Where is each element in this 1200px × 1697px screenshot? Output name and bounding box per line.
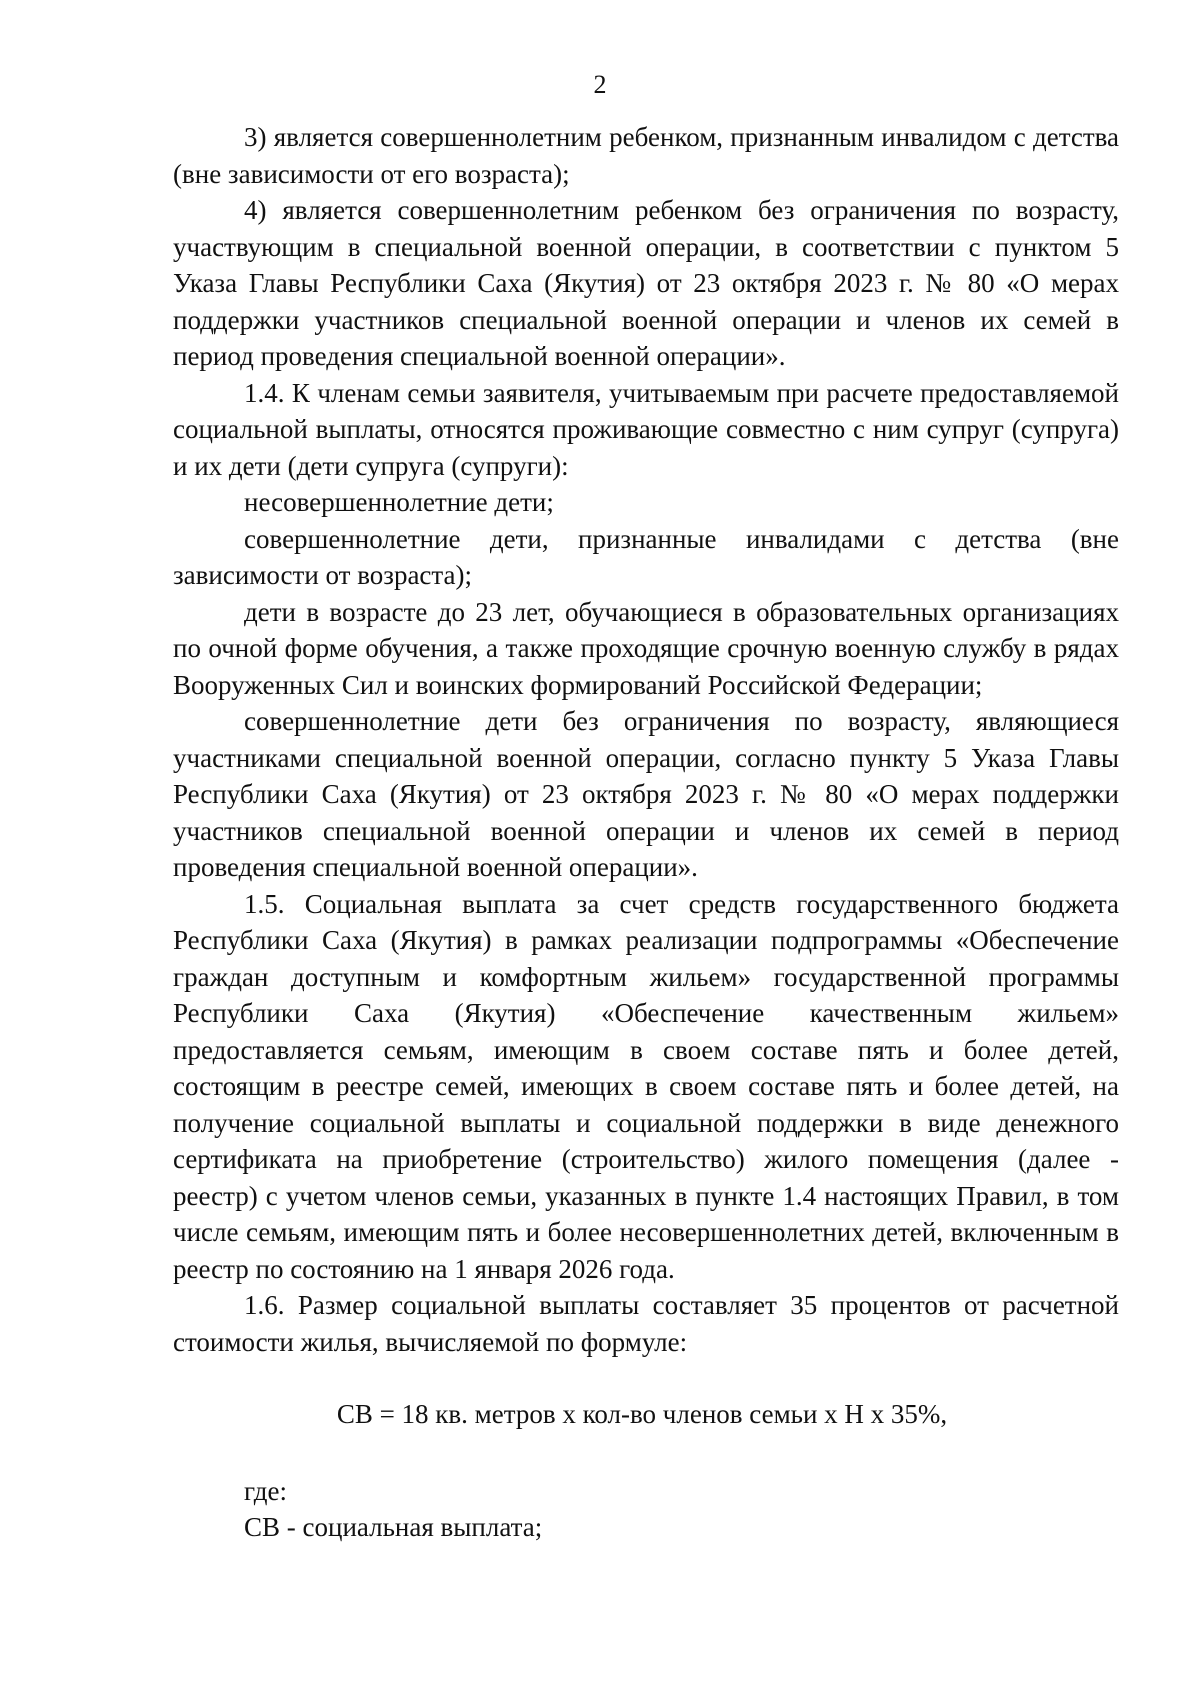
formula: СВ = 18 кв. метров x кол-во членов семьи x Н x 35%, [336,1399,948,1429]
paragraph-minor-children: несовершеннолетние дети; [244,487,554,517]
paragraph-1-6: 1.6. Размер социальной выплаты составляет 35 процентов от расчетной стоимости жилья, вычисляемой по формуле: [173,1290,1119,1357]
paragraph-where: где: [244,1475,287,1506]
paragraph-sv-definition: СВ - социальная выплата; [244,1512,543,1542]
document-body [173,119,1119,1546]
paragraph-svo-children: совершеннолетние дети без ограничения по возрасту, являющиеся участниками специальной военной операции, согласно пункту 5 Указа Главы Республики Саха (Якутия) от 23 октября 2023 г. № 80 «О мерах поддержки участников специальной военной операции и членов их семей в период проведения специальной военной операции». [173,706,1119,882]
paragraph-1-5: 1.5. Социальная выплата за счет средств государственного бюджета Республики Саха (Якутия) в рамках реализации подпрограммы «Обеспечение граждан доступным и комфортным жильем» государственной программы Республики Саха (Якутия) «Обеспечение качественным жильем» предоставляется семьям, имеющим в своем составе пять и более детей, состоящим в реестре семей, имеющих в своем составе пять и более детей, на получение социальной выплаты и социальной поддержки в виде денежного сертификата на приобретение (строительство) жилого помещения (далее - реестр) с учетом членов семьи, указанных в пункте 1.4 настоящих Правил, в том числе семьям, имеющим пять и более несовершеннолетних детей, включенным в реестр по состоянию на 1 января 2026 года. [173,888,1119,1284]
paragraph-1-4: 1.4. К членам семьи заявителя, учитываемым при расчете предоставляемой социальной выплаты, относятся проживающие совместно с ним супруг (супруга) и их дети (дети супруга (супруги): [173,377,1119,481]
page-number: 2 [593,70,607,99]
paragraph-item-3: 3) является совершеннолетним ребенком, признанным инвалидом с детства (вне зависимости от его возраста); [173,122,1119,189]
paragraph-item-4: 4) является совершеннолетним ребенком без ограничения по возрасту, участвующим в специальной военной операции, в соответствии с пунктом 5 Указа Главы Республики Саха (Якутия) от 23 октября 2023 г. № 80 «О мерах поддержки участников специальной военной операции и членов их семей в период проведения специальной военной операции». [173,195,1119,371]
paragraph-students: дети в возрасте до 23 лет, обучающиеся в образовательных организациях по очной форме обучения, а также проходящие срочную военную службу в рядах Вооруженных Сил и воинских формирований Российской Федерации; [173,596,1119,700]
paragraph-disabled-children: совершеннолетние дети, признанные инвалидами с детства (вне зависимости от возраста); [173,523,1119,590]
